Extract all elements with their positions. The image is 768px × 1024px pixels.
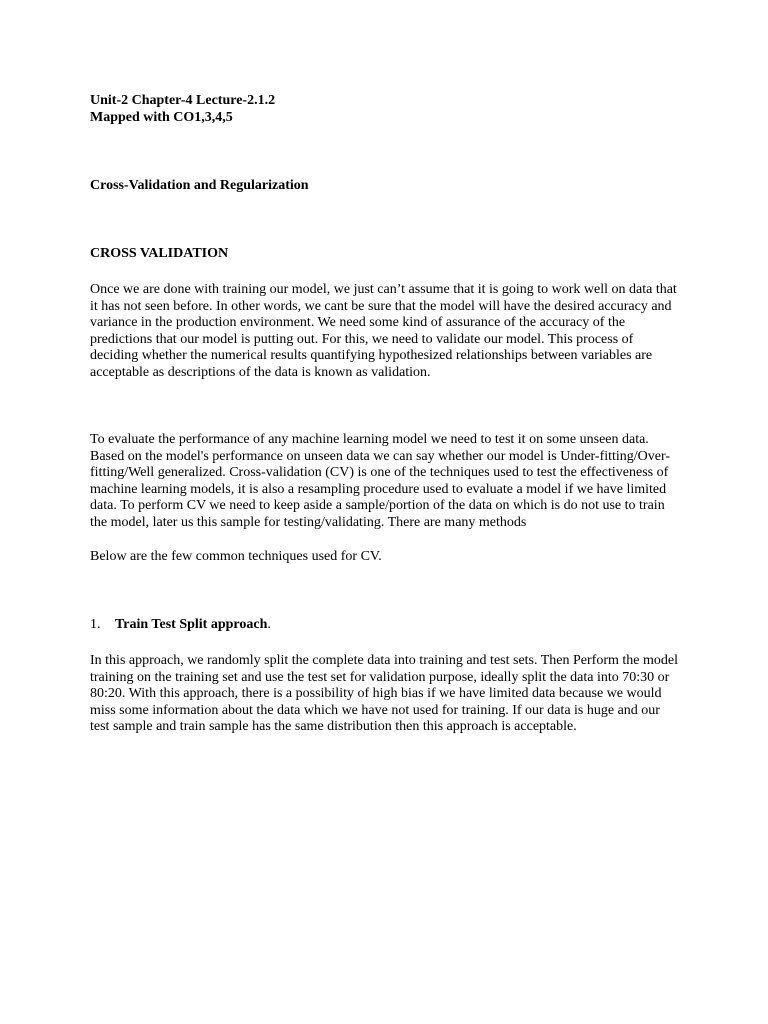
paragraph-train-test-split: In this approach, we randomly split the complete data into training and test sets. Then Perform the model training on the training set and use the test set for validation purpose, ideally split the data into 70:30 or 80:20. With this approach, there is a possibility of high bias if we have limited data because we would miss some information about the data which we have not used for training. If our data is huge and our test sample and train sample has the same distribution then this approach is acceptable. [90,653,678,734]
header-mapping-line: Mapped with CO1,3,4,5 [90,109,233,125]
document-header [90,93,680,126]
technique-title-suffix: . [267,617,271,632]
paragraph-validation-intro: Once we are done with training our model, we just can’t assume that it is going to work well on data that it has not seen before. In other words, we cant be sure that the model will have the desired accuracy and variance in the production environment. We need some kind of assurance of the accuracy of the predictions that our model is putting out. For this, we need to validate our model. This process of deciding whether the numerical results quantifying hypothesized relationships between variables are acceptable as descriptions of the data is known as validation. [90,282,677,380]
header-unit-line: Unit-2 Chapter-4 Lecture-2.1.2 [90,93,276,108]
paragraph-cross-validation: To evaluate the performance of any machine learning model we need to test it on some unseen data. Based on the model's performance on unseen data we can say whether our model is Under-fitting/Over-fitting/Well generalized. Cross-validation (CV) is one of the techniques used to test the effectiveness of machine learning models, it is also a resampling procedure used to evaluate a model if we have limited data. To perform CV we need to keep aside a sample/portion of the data on which is do not use to train the model, later us this sample for testing/validating. There are many methods [90,432,671,530]
technique-list-item [90,617,680,634]
technique-number: 1. [90,617,101,632]
section-heading: CROSS VALIDATION [90,246,229,261]
document-title: Cross-Validation and Regularization [90,178,309,193]
technique-title: Train Test Split approach [115,617,268,632]
paragraph-techniques-intro: Below are the few common techniques used for CV. [90,549,382,564]
